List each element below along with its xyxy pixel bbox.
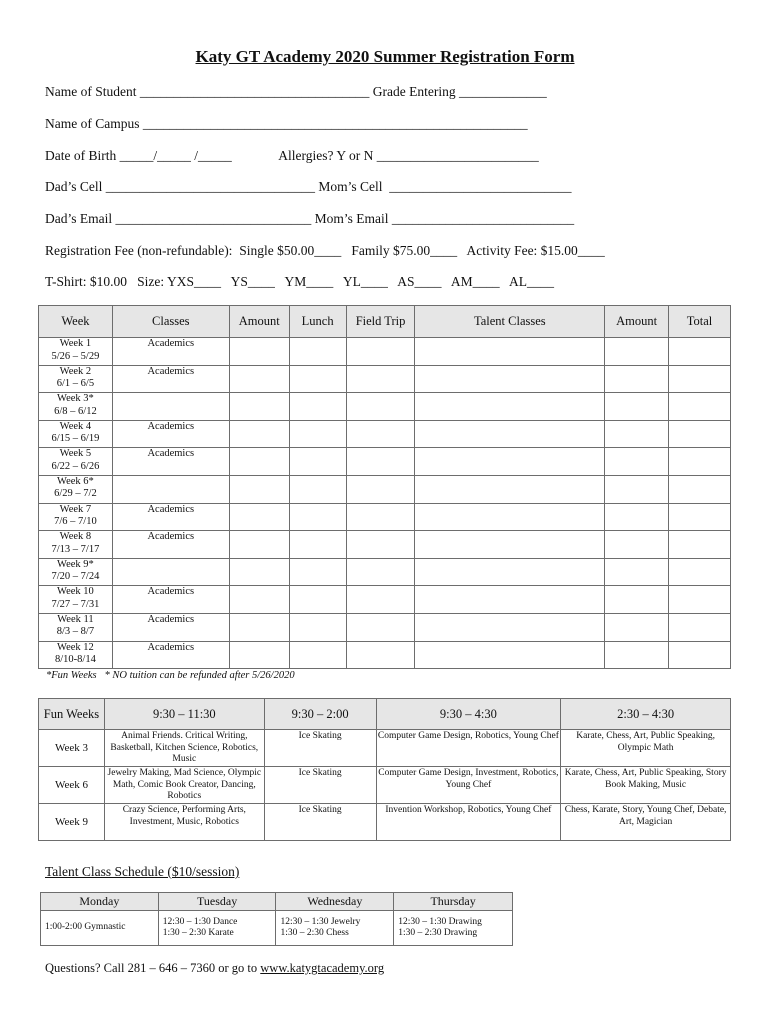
midday-activities: Ice Skating [264,804,376,841]
field-trip-cell[interactable] [346,448,415,476]
student-name-grade-line[interactable]: Name of Student __________________________________ Grade Entering _____________ [45,84,547,99]
week-label: Week 5 [59,448,92,460]
amount-cell[interactable] [229,393,289,421]
campus-name-line[interactable]: Name of Campus _________________________________________________________ [45,116,528,131]
full-day-activities: Invention Workshop, Robotics, Young Chef [376,804,561,841]
header-talent-amount: Amount [605,306,669,338]
website-link[interactable]: www.katygtacademy.org [260,961,385,975]
amount-cell[interactable] [229,365,289,393]
header-field-trip: Field Trip [346,306,415,338]
classes-cell: Academics [112,586,229,614]
week-dates: 6/29 – 7/2 [54,488,97,500]
total-cell[interactable] [669,448,731,476]
lunch-cell[interactable] [289,503,346,531]
classes-cell: Academics [112,503,229,531]
table-row [39,531,731,559]
header-thursday: Thursday [394,893,513,911]
week-dates: 6/15 – 6/19 [51,433,100,445]
talent-amount-cell[interactable] [605,586,669,614]
lunch-cell[interactable] [289,475,346,503]
morning-activities: Animal Friends. Critical Writing, Basketball, Kitchen Science, Robotics, Music [104,730,264,767]
fun-week-row [39,804,731,841]
header-tuesday: Tuesday [158,893,276,911]
classes-cell: Academics [112,420,229,448]
week-cell [39,503,113,531]
afternoon-activities: Karate, Chess, Art, Public Speaking, Story Book Making, Music [561,767,731,804]
thursday-cell [394,911,513,946]
total-cell[interactable] [669,641,731,669]
amount-cell[interactable] [229,420,289,448]
week-label: Week 4 [59,420,92,432]
talent-classes-cell[interactable] [415,503,605,531]
table-row [39,558,731,586]
field-trip-cell[interactable] [346,393,415,421]
field-trip-cell[interactable] [346,338,415,366]
header-morning: 9:30 – 11:30 [104,699,264,730]
header-fun-weeks: Fun Weeks [39,699,105,730]
talent-schedule-title: Talent Class Schedule ($10/session) [45,864,240,879]
talent-amount-cell[interactable] [605,531,669,559]
week-label: Week 7 [59,503,92,515]
talent-amount-cell[interactable] [605,338,669,366]
field-trip-cell[interactable] [346,420,415,448]
afternoon-activities: Chess, Karate, Story, Young Chef, Debate, Art, Magician [561,804,731,841]
talent-classes-cell[interactable] [415,338,605,366]
header-full-day: 9:30 – 4:30 [376,699,561,730]
contact-text: Questions? Call 281 – 646 – 7360 or go to [45,961,261,975]
table-row [39,420,731,448]
header-wednesday: Wednesday [276,893,394,911]
table-row [39,365,731,393]
amount-cell[interactable] [229,586,289,614]
table-row [39,613,731,641]
registration-table-header [39,306,731,338]
header-talent-classes: Talent Classes [415,306,605,338]
week-cell [39,475,113,503]
classes-cell [112,558,229,586]
amount-cell[interactable] [229,503,289,531]
talent-classes-cell[interactable] [415,613,605,641]
talent-classes-cell[interactable] [415,365,605,393]
week-cell [39,586,113,614]
week-label: Week 11 [57,613,94,625]
classes-cell [112,393,229,421]
week-dates: 8/10-8/14 [55,654,96,666]
field-trip-cell[interactable] [346,365,415,393]
fun-week-label: Week 6 [39,767,105,804]
classes-cell [112,475,229,503]
field-trip-cell[interactable] [346,558,415,586]
lunch-cell[interactable] [289,365,346,393]
header-lunch: Lunch [289,306,346,338]
talent-amount-cell[interactable] [605,558,669,586]
week-dates: 7/20 – 7/24 [51,571,100,583]
lunch-cell[interactable] [289,586,346,614]
classes-cell: Academics [112,338,229,366]
classes-cell: Academics [112,365,229,393]
fun-weeks-footnote: *Fun Weeks * NO tuition can be refunded after 5/26/2020 [46,670,295,681]
week-dates: 5/26 – 5/29 [51,350,100,362]
talent-classes-cell[interactable] [415,531,605,559]
tuesday-slot-2: 1:30 – 2:30 Karate [162,928,234,938]
week-dates: 8/3 – 8/7 [56,626,95,638]
midday-activities: Ice Skating [264,730,376,767]
thursday-slot-2: 1:30 – 2:30 Drawing [398,928,478,938]
week-dates: 7/6 – 7/10 [54,516,97,528]
registration-fee-line[interactable]: Registration Fee (non-refundable): Single $50.00____ Family $75.00____ Activity Fee: $15.00____ [45,243,605,258]
fun-weeks-header [39,699,731,730]
midday-activities: Ice Skating [264,767,376,804]
lunch-cell[interactable] [289,420,346,448]
week-label: Week 9* [57,558,94,570]
lunch-cell[interactable] [289,558,346,586]
total-cell[interactable] [669,558,731,586]
talent-amount-cell[interactable] [605,448,669,476]
total-cell[interactable] [669,420,731,448]
contact-line [45,961,384,976]
week-dates: 6/1 – 6/5 [56,378,95,390]
talent-amount-cell[interactable] [605,641,669,669]
header-afternoon: 2:30 – 4:30 [561,699,731,730]
full-day-activities: Computer Game Design, Robotics, Young Chef [376,730,561,767]
monday-cell [41,911,159,946]
week-dates: 7/27 – 7/31 [51,598,100,610]
talent-classes-cell[interactable] [415,448,605,476]
field-trip-cell[interactable] [346,531,415,559]
full-day-activities: Computer Game Design, Investment, Robotics, Young Chef [376,767,561,804]
table-row [39,338,731,366]
talent-schedule-row [41,911,513,946]
week-cell [39,558,113,586]
header-classes: Classes [112,306,229,338]
field-trip-cell[interactable] [346,613,415,641]
lunch-cell[interactable] [289,531,346,559]
talent-classes-cell[interactable] [415,641,605,669]
fun-weeks-table [38,698,731,841]
total-cell[interactable] [669,338,731,366]
talent-amount-cell[interactable] [605,393,669,421]
week-cell [39,338,113,366]
week-cell [39,365,113,393]
total-cell[interactable] [669,503,731,531]
birth-allergies-line[interactable]: Date of Birth _____/_____ /_____ Allergies? Y or N ________________________ [45,148,539,163]
thursday-slot-1: 12:30 – 1:30 Drawing [398,916,482,927]
week-label: Week 6* [57,475,94,487]
talent-schedule-table [40,892,513,946]
field-trip-cell[interactable] [346,641,415,669]
lunch-cell[interactable] [289,613,346,641]
table-row [39,503,731,531]
fun-week-row [39,767,731,804]
morning-activities: Crazy Science, Performing Arts, Investment, Music, Robotics [104,804,264,841]
week-label: Week 8 [59,531,92,543]
week-label: Week 2 [59,365,92,377]
classes-cell: Academics [112,613,229,641]
lunch-cell[interactable] [289,338,346,366]
form-title: Katy GT Academy 2020 Summer Registration Form [195,47,575,66]
field-trip-cell[interactable] [346,475,415,503]
emails-line[interactable]: Dad’s Email _____________________________ Mom’s Email ___________________________ [45,211,575,226]
total-cell[interactable] [669,365,731,393]
talent-amount-cell[interactable] [605,365,669,393]
week-dates: 6/22 – 6/26 [51,460,100,472]
week-label: Week 1 [59,338,92,349]
week-cell [39,613,113,641]
classes-cell: Academics [112,448,229,476]
week-label: Week 3* [57,393,94,405]
amount-cell[interactable] [229,641,289,669]
table-row [39,475,731,503]
fun-week-label: Week 9 [39,804,105,841]
talent-classes-cell[interactable] [415,586,605,614]
header-midday: 9:30 – 2:00 [264,699,376,730]
week-cell [39,641,113,669]
header-week: Week [39,306,113,338]
total-cell[interactable] [669,531,731,559]
amount-cell[interactable] [229,448,289,476]
tshirt-size-line[interactable]: T-Shirt: $10.00 Size: YXS____ YS____ YM____ YL____ AS____ AM____ AL____ [45,274,555,289]
lunch-cell[interactable] [289,393,346,421]
amount-cell[interactable] [229,558,289,586]
header-monday: Monday [41,893,159,911]
amount-cell[interactable] [229,338,289,366]
cell-phones-line[interactable]: Dad’s Cell _______________________________ Mom’s Cell ___________________________ [45,179,572,194]
talent-amount-cell[interactable] [605,420,669,448]
table-row [39,641,731,669]
total-cell[interactable] [669,393,731,421]
amount-cell[interactable] [229,531,289,559]
field-trip-cell[interactable] [346,503,415,531]
header-total: Total [669,306,731,338]
amount-cell[interactable] [229,613,289,641]
talent-classes-cell[interactable] [415,558,605,586]
table-row [39,393,731,421]
field-trip-cell[interactable] [346,586,415,614]
monday-slot-1: 1:00-2:00 Gymnastic [45,922,126,933]
table-row [39,586,731,614]
week-dates: 6/8 – 6/12 [54,405,97,417]
wednesday-slot-2: 1:30 – 2:30 Chess [280,928,349,938]
fun-week-label: Week 3 [39,730,105,767]
wednesday-cell [276,911,394,946]
week-label: Week 10 [57,586,94,598]
tuesday-slot-1: 12:30 – 1:30 Dance [162,916,238,927]
week-label: Week 12 [57,641,94,653]
wednesday-slot-1: 12:30 – 1:30 Jewelry [280,916,361,927]
classes-cell: Academics [112,531,229,559]
total-cell[interactable] [669,475,731,503]
afternoon-activities: Karate, Chess, Art, Public Speaking, Olympic Math [561,730,731,767]
talent-amount-cell[interactable] [605,503,669,531]
talent-classes-cell[interactable] [415,475,605,503]
week-cell [39,448,113,476]
morning-activities: Jewelry Making, Mad Science, Olympic Math, Comic Book Creator, Dancing, Robotics [104,767,264,804]
week-cell [39,531,113,559]
talent-schedule-header [41,893,513,911]
registration-table [38,305,731,669]
talent-classes-cell[interactable] [415,393,605,421]
week-dates: 7/13 – 7/17 [51,543,100,555]
amount-cell[interactable] [229,475,289,503]
week-cell [39,420,113,448]
week-cell [39,393,113,421]
lunch-cell[interactable] [289,448,346,476]
table-row [39,448,731,476]
talent-amount-cell[interactable] [605,613,669,641]
tuesday-cell [158,911,276,946]
fun-week-row [39,730,731,767]
talent-classes-cell[interactable] [415,420,605,448]
header-amount: Amount [229,306,289,338]
total-cell[interactable] [669,613,731,641]
total-cell[interactable] [669,586,731,614]
talent-amount-cell[interactable] [605,475,669,503]
classes-cell: Academics [112,641,229,669]
lunch-cell[interactable] [289,641,346,669]
